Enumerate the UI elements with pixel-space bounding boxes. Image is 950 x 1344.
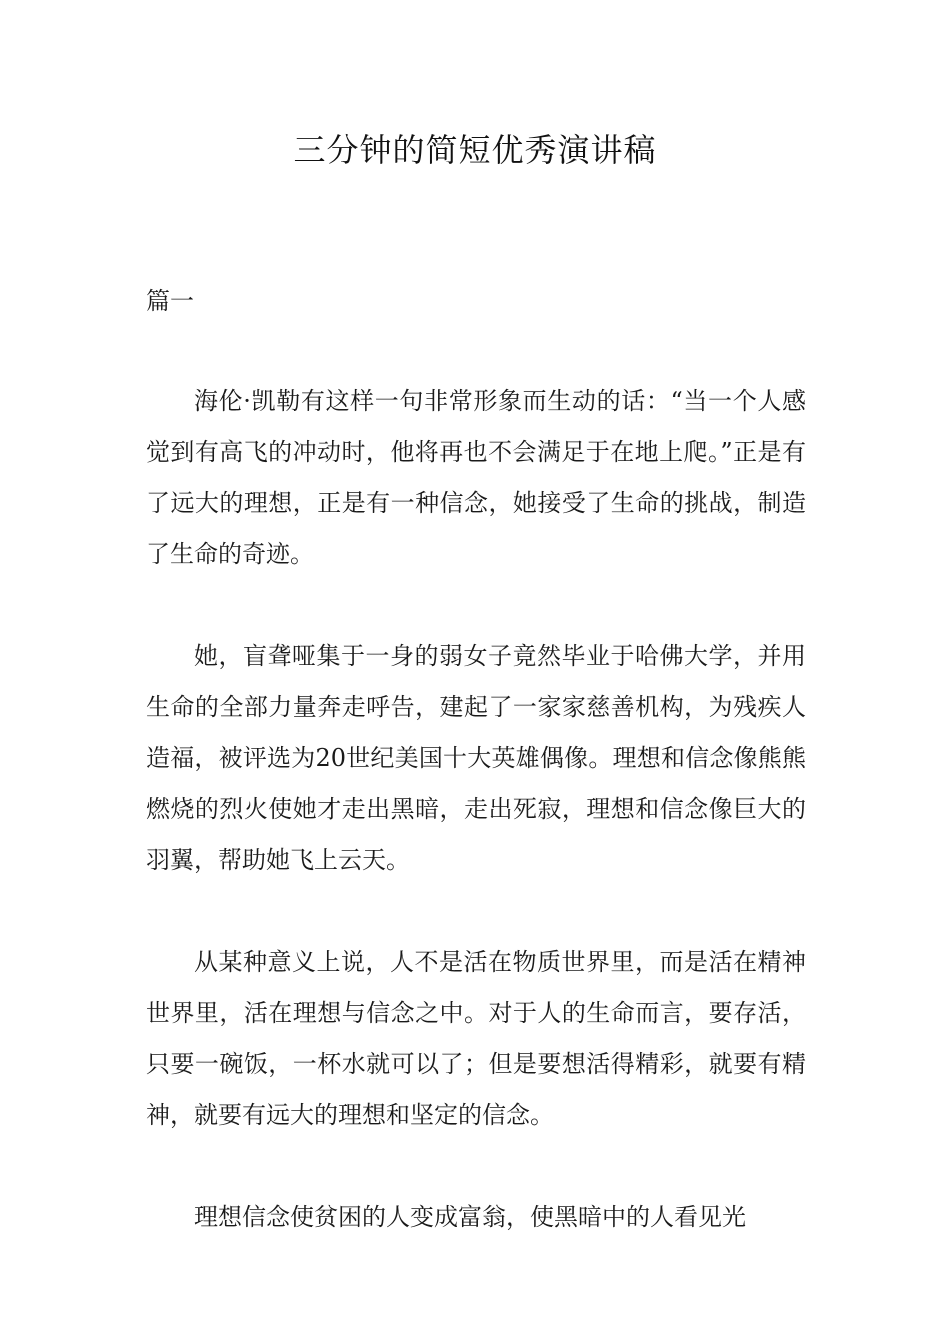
paragraph-4: 理想信念使贫困的人变成富翁，使黑暗中的人看见光 (194, 1203, 746, 1231)
paragraph-2: 她，盲聋哑集于一身的弱女子竟然毕业于哈佛大学，并用生命的全部力量奔走呼告，建起了一家家慈善机构，为残疾人造福，被评选为20世纪美国十大英雄偶像。理想和信念像熊熊燃烧的烈火使她才走出黑暗，走出死寂，理想和信念像巨大的羽翼，帮助她飞上云天。 (146, 642, 806, 874)
paragraph-3: 从某种意义上说，人不是活在物质世界里，而是活在精神世界里，活在理想与信念之中。对于人的生命而言，要存活，只要一碗饭，一杯水就可以了；但是要想活得精彩，就要有精神，就要有远大的理想和坚定的信念。 (146, 948, 806, 1129)
document-title: 三分钟的简短优秀演讲稿 (293, 131, 657, 169)
section-label: 篇一 (146, 287, 194, 315)
document-body (146, 376, 806, 1294)
paragraph-1: 海伦·凯勒有这样一句非常形象而生动的话：“当一个人感觉到有高飞的冲动时，他将再也不会满足于在地上爬。”正是有了远大的理想，正是有一种信念，她接受了生命的挑战，制造了生命的奇迹。 (146, 387, 806, 568)
